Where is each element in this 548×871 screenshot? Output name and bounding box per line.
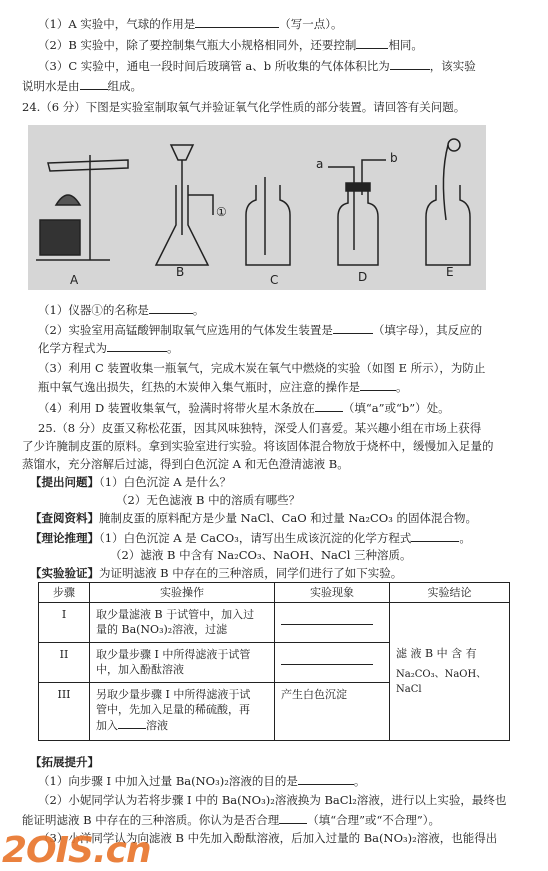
experiment-table [38,582,510,741]
operation-cell: 另取少量步骤 I 中所得滤液于试 管中，先加入足量的稀硫酸，再 加入 溶液 [90,683,275,741]
label-a: A [70,273,79,287]
q24-3-cont: 瓶中氧气逸出损失，红热的木炭伸入集气瓶时，应注意的操作是 。 [38,380,408,394]
label-circle-1: ① [216,205,227,219]
section-theory-2: （2）滤液 B 中含有 Na₂CO₃、NaOH、NaCl 三种溶质。 [110,548,412,562]
section-extension: 【拓展提升】 [30,755,99,769]
section-question: 【提出问题】（1）白色沉淀 A 是什么？ [30,475,232,489]
step-cell: I [39,603,90,643]
header-phenomenon: 实验现象 [275,583,390,603]
watermark-logo: 2OIS.cn [2,830,151,871]
section-theory: 【理论推理】（1）白色沉淀 A 是 CaCO₃，请写出生成该沉淀的化学方程式 。 [30,531,471,545]
ext-2: （2）小妮同学认为若将步骤 I 中的 Ba(NO₃)₂溶液换为 BaCl₂溶液，进行以上实验，最终也 [38,793,507,807]
ext-1: （1）向步骤 I 中加入过量 Ba(NO₃)₂溶液的目的是 。 [38,774,366,788]
operation-cell: 取少量步骤 I 中所得滤液于试管 中，加入酚酞溶液 [90,643,275,683]
label-d: D [358,270,368,284]
q24-2: （2）实验室用高锰酸钾制取氧气应选用的气体发生装置是 （填字母），其反应的 [38,323,483,337]
label-port-b: b [390,151,398,165]
line-1: （1）A 实验中，气球的作用是 （写一点）。 [38,17,343,31]
label-e: E [446,265,454,279]
header-operation: 实验操作 [90,583,275,603]
question-24-stem: 24.（6 分）下图是实验室制取氧气并验证氧气化学性质的部分装置。请回答有关问题。 [22,100,466,114]
burner-block [40,220,80,255]
step-cell: II [39,643,90,683]
q24-3: （3）利用 C 装置收集一瓶氧气，完成木炭在氧气中燃烧的实验（如图 E 所示），为防止 [38,361,486,375]
phenomenon-cell: 产生白色沉淀 [275,683,390,741]
q25-stem-1: 25.（8 分）皮蛋又称松花蛋，因其风味独特，深受人们喜爱。某兴趣小组在市场上获得 [38,421,482,435]
line-2: （2）B 实验中，除了要控制集气瓶大小规格相同外，还要控制 相同。 [38,38,423,52]
line-4: 说明水是由 组成。 [22,79,142,93]
section-question-2: （2）无色滤液 B 中的溶质有哪些？ [116,493,301,507]
phenomenon-cell [275,643,390,683]
label-b: B [176,265,185,279]
operation-cell: 取少量滤液 B 于试管中，加入过 量的 Ba(NO₃)₂溶液，过滤 [90,603,275,643]
apparatus-drawing [28,125,486,290]
ext-3: （3）小洋同学认为向滤液 B 中先加入酚酞溶液，后加入过量的 Ba(NO₃)₂溶液，也能得出 [38,831,498,845]
line-3: （3）C 实验中，通电一段时间后玻璃管 a、b 所收集的气体体积比为 ，该实验 [38,59,476,73]
apparatus-figure [28,125,486,290]
section-reference: 【查阅资料】腌制皮蛋的原料配方是少量 NaCl、CaO 和过量 Na₂CO₃ 的固体混合物。 [30,511,477,525]
section-experiment: 【实验验证】为证明滤液 B 中存在的三种溶质，同学们进行了如下实验。 [30,566,403,580]
header-step: 步骤 [39,583,90,603]
ext-2-cont: 能证明滤液 B 中存在的三种溶质。你认为是否合理 （填“合理”或“不合理”）。 [22,813,441,827]
conclusion-cell: 滤 液 B 中 含 有 Na₂CO₃、NaOH、NaCl [390,603,510,741]
q24-2-cont: 化学方程式为 。 [38,341,179,355]
q24-1: （1）仪器①的名称是 。 [38,303,205,317]
label-c: C [270,273,279,287]
step-cell: III [39,683,90,741]
header-conclusion: 实验结论 [390,583,510,603]
label-port-a: a [316,157,324,171]
table-row [39,603,510,643]
q24-4: （4）利用 D 装置收集氧气，验满时将带火星木条放在 （填“a”或“b”）处。 [38,401,450,415]
q25-stem-2: 了少许腌制皮蛋的原料。拿到实验室进行实验。将该固体混合物放于烧杯中，缓慢加入足量的 [22,439,494,453]
q25-stem-3: 蒸馏水，充分溶解后过滤，得到白色沉淀 A 和无色澄清滤液 B。 [22,457,349,471]
phenomenon-cell [275,603,390,643]
